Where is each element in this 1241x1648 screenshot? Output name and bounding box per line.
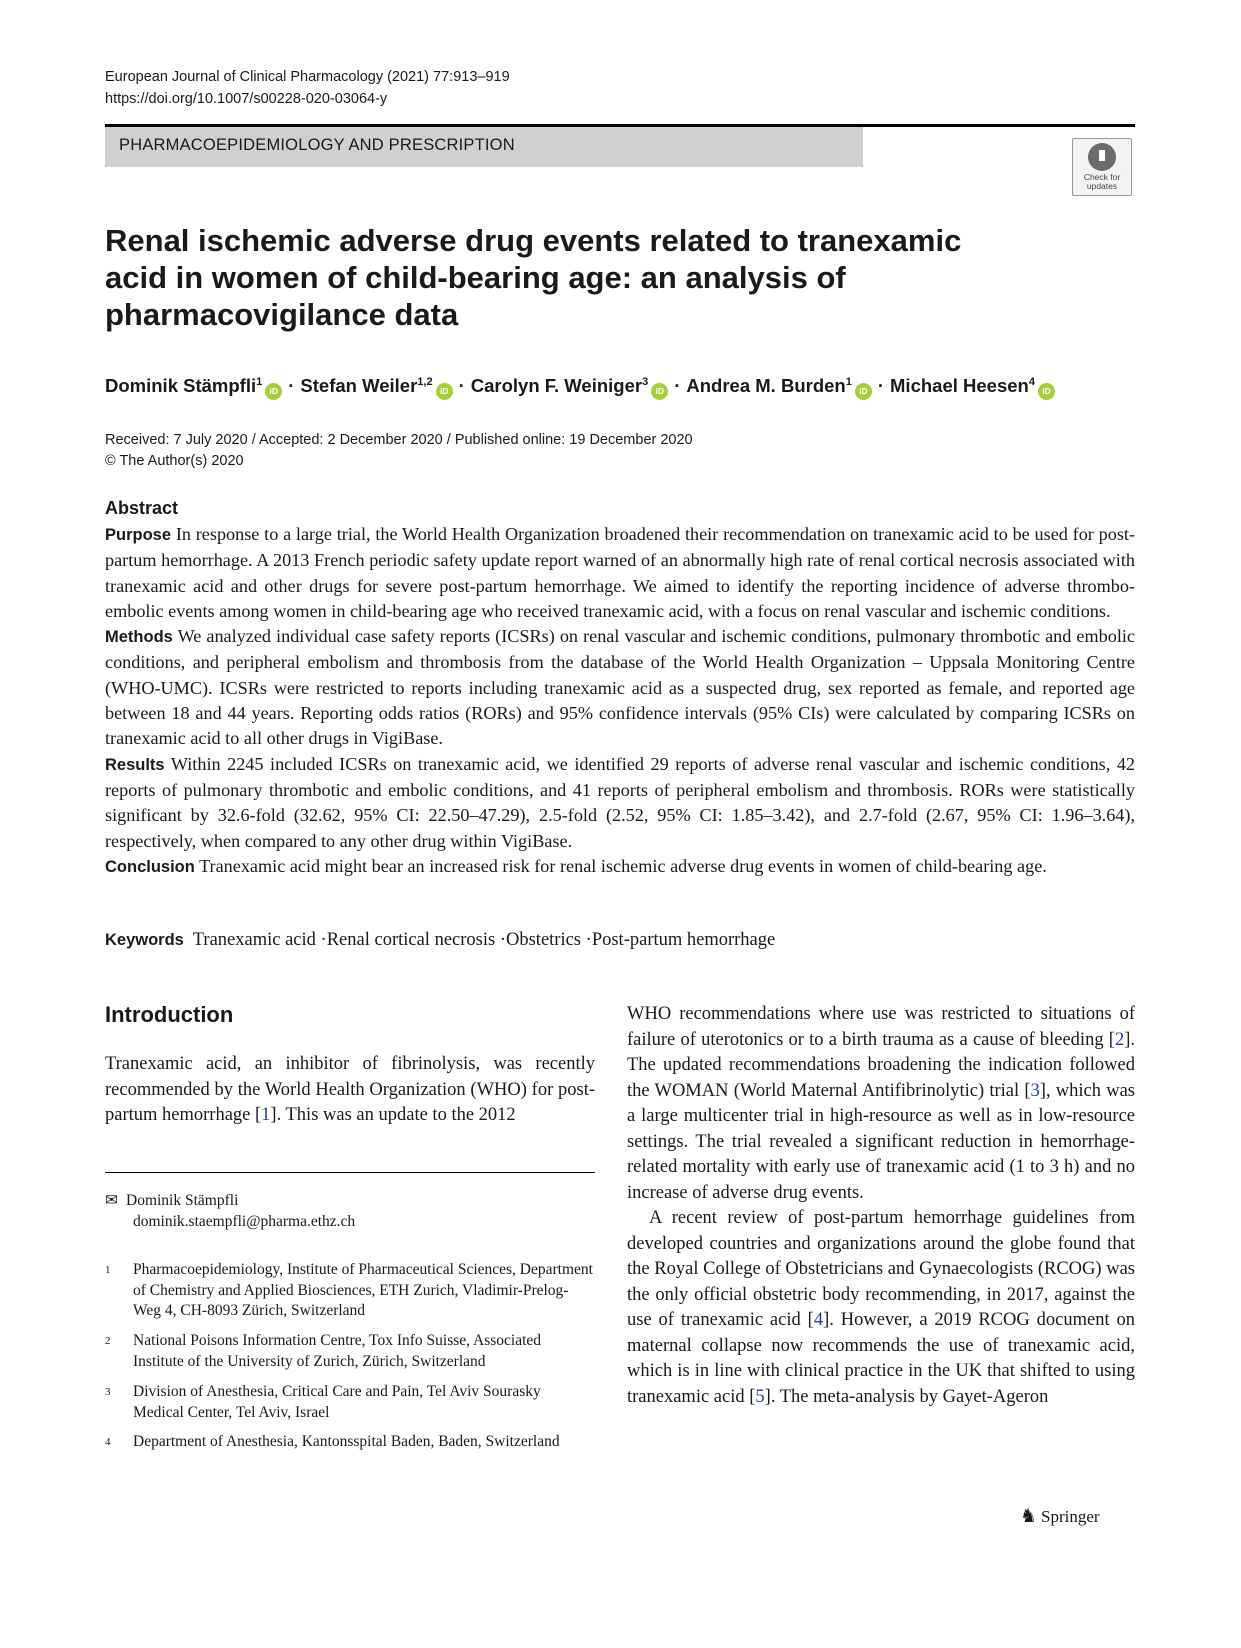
keyword: Renal cortical necrosis <box>326 930 496 950</box>
author[interactable]: Andrea M. Burden$^1$iD <box>686 375 871 396</box>
orcid-icon[interactable]: iD <box>1038 383 1055 400</box>
publisher-logo <box>1020 1505 1100 1528</box>
footnote-rule <box>105 1172 595 1173</box>
abstract-results: Results Within 2245 included ICSRs on tranexamic acid, we identified 29 reports of adverse renal vascular and ischemic conditions, 42 reports of pulmonary thrombotic and embolic conditions, and 41 reports of peripheral embolism and thrombosis. RORs were statistically significant by 32.6-fold (32.62, 95% CI: 22.50–47.29), 2.5-fold (2.52, 95% CI: 1.85–3.42), and 2.7-fold (2.67, 95% CI: 1.96–3.64), respectively, when compared to any other drug within VigiBase. <box>105 753 1136 851</box>
orcid-icon[interactable]: iD <box>265 383 282 400</box>
abstract <box>105 498 1135 880</box>
body-column-right <box>627 1002 1135 1410</box>
author[interactable]: Dominik Stämpfli$^1$iD <box>105 375 282 396</box>
affiliation: 3 Division of Anesthesia, Critical Care and Pain, Tel Aviv Sourasky Medical Center, Tel Aviv, Israel <box>105 1383 541 1421</box>
body-paragraph: A recent review of post-partum hemorrhage guidelines from developed countries and organizations around the globe found that the Royal College of Obstetricians and Gynaecologists (RCOG) was the only official obstetric body recommending, in 2017, against the use of tranexamic acid [4]. However, a 2019 RCOG document on maternal collapse now recommends the use of tranexamic acid, which is in line with clinical practice in the UK that shifted to using tranexamic acid [5]. The meta-analysis by Gayet-Ageron <box>627 1208 1135 1407</box>
keywords-label: Keywords <box>105 931 184 949</box>
affiliation: 4 Department of Anesthesia, Kantonsspital Baden, Baden, Switzerland <box>105 1433 560 1450</box>
citation-link[interactable]: 4 <box>813 1310 824 1330</box>
orcid-icon[interactable]: iD <box>436 383 453 400</box>
journal-citation: European Journal of Clinical Pharmacology (2021) 77:913–919 <box>105 69 510 85</box>
section-rule <box>863 124 1135 127</box>
citation-link[interactable]: 2 <box>1114 1029 1125 1050</box>
envelope-icon: ✉ <box>105 1192 118 1209</box>
keyword: Obstetrics <box>506 930 582 950</box>
corresponding-author: Dominik Stämpfli <box>126 1192 239 1209</box>
affiliation: 1 Pharmacoepidemiology, Institute of Pharmaceutical Sciences, Department of Chemistry and Applied Biosciences, ETH Zurich, Vladimir-Prelog-Weg 4, CH-8093 Zürich, Switzerland <box>105 1261 593 1319</box>
keyword: Post-partum hemorrhage <box>591 930 776 950</box>
orcid-icon[interactable]: iD <box>651 383 668 400</box>
springer-horse-icon: ♞ <box>1020 1506 1038 1527</box>
publisher-name: Springer <box>1041 1507 1100 1526</box>
citation-link[interactable]: 1 <box>261 1105 271 1125</box>
introduction-paragraph: Tranexamic acid, an inhibitor of fibrinolysis, was recently recommended by the World Health Organization (WHO) for post-partum hemorrhage [1]. This was an update to the 2012 <box>105 1054 595 1125</box>
section-bar <box>105 124 863 167</box>
citation-link[interactable]: 5 <box>755 1386 765 1407</box>
article-title: Renal ischemic adverse drug events related to tranexamic acid in women of child-bearing age: an analysis of pharmacovigilance data <box>105 223 962 332</box>
check-updates-icon <box>1088 143 1116 171</box>
author[interactable]: Carolyn F. Weiniger$^3$iD <box>471 375 668 396</box>
copyright-line: © The Author(s) 2020 <box>105 453 244 469</box>
abstract-conclusion: Conclusion Tranexamic acid might bear an increased risk for renal ischemic adverse drug events in women of child-bearing age. <box>105 855 1047 876</box>
author[interactable]: Michael Heesen$^4$iD <box>890 375 1055 396</box>
orcid-icon[interactable]: iD <box>855 383 872 400</box>
keyword: Tranexamic acid <box>192 930 316 950</box>
check-updates-label: Check for updates <box>1083 172 1121 191</box>
correspondence <box>105 1190 355 1232</box>
publication-dates <box>105 430 693 472</box>
doi-link[interactable]: https://doi.org/10.1007/s00228-020-03064-y <box>105 91 388 107</box>
section-label: PHARMACOEPIDEMIOLOGY AND PRESCRIPTION <box>119 136 515 154</box>
affiliation: 2 National Poisons Information Centre, Tox Info Suisse, Associated Institute of the University of Zurich, Zürich, Switzerland <box>105 1332 542 1370</box>
corresponding-email[interactable]: dominik.staempfli@pharma.ethz.ch <box>133 1213 356 1230</box>
abstract-methods: Methods We analyzed individual case safety reports (ICSRs) on renal vascular and ischemic conditions, pulmonary thrombotic and embolic conditions, and peripheral embolism and thrombosis from the database of the World Health Organization – Uppsala Monitoring Centre (WHO-UMC). ICSRs were restricted to reports including tranexamic acid as a suspected drug, sex reported as female, and reported age between 18 and 44 years. Reporting odds ratios (RORs) and 95% confidence intervals (95% CIs) were calculated by comparing ICSRs on tranexamic acid to all other drugs in VigiBase. <box>105 626 1135 749</box>
author-list: Dominik Stämpfli$^1$iD · Stefan Weiler$^{1,2}$iD · Carolyn F. Weiniger$^3$iD · Andrea M. Burden$^1$iD · Michael Heesen$^4$iD <box>105 370 1055 400</box>
abstract-purpose: Purpose In response to a large trial, the World Health Organization broadened their recommendation on tranexamic acid to be used for post-partum hemorrhage. A 2013 French periodic safety update report warned of an abnormally high rate of renal cortical necrosis associated with tranexamic acid and other drugs for severe post-partum hemorrhage. We aimed to identify the reporting incidence of adverse thrombo-embolic events among women in child-bearing age who received tranexamic acid, with a focus on renal vascular and ischemic conditions. <box>105 524 1136 621</box>
keywords: Keywords Tranexamic acid ·Renal cortical necrosis ·Obstetrics ·Post-partum hemorrhage <box>105 930 776 950</box>
journal-header <box>105 66 510 110</box>
check-for-updates-badge[interactable] <box>1072 138 1132 196</box>
dates-line: Received: 7 July 2020 / Accepted: 2 December 2020 / Published online: 19 December 2020 <box>105 432 693 448</box>
author[interactable]: Stefan Weiler$^{1,2}$iD <box>300 375 452 396</box>
introduction-heading: Introduction <box>105 1002 234 1027</box>
body-paragraph: WHO recommendations where use was restricted to situations of failure of uterotonics or to a birth trauma as a cause of bleeding [2]. The updated recommendations broadening the indication followed the WOMAN (World Maternal Antifibrinolytic) trial [3], which was a large multicenter trial in high-resource as well as in low-resource settings. The trial revealed a significant reduction in hemorrhage-related mortality with early use of tranexamic acid (1 to 3 h) and no increase of adverse drug events. <box>627 1004 1135 1203</box>
abstract-heading: Abstract <box>105 498 179 518</box>
citation-link[interactable]: 3 <box>1030 1080 1040 1101</box>
